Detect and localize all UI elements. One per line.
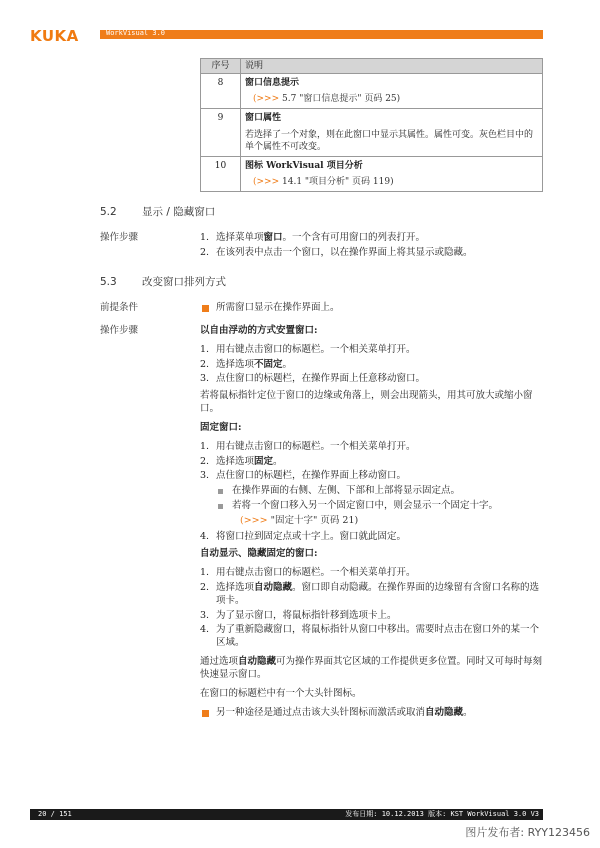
row-number: 9: [201, 109, 241, 156]
list-item: 所需窗口显示在操作界面上。: [200, 302, 543, 315]
col-header-number: 序号: [201, 59, 241, 74]
step-list: [200, 531, 543, 544]
page-number: 20 / 151: [38, 810, 72, 818]
section-number: 5.3: [100, 276, 117, 288]
header-title: WorkVisual 3.0: [106, 29, 166, 37]
list-item: 3. 点住窗口的标题栏，在操作界面上移动窗口。: [200, 470, 407, 482]
subheading: 以自由浮动的方式安置窗口:: [200, 325, 318, 336]
note-text: 在窗口的标题栏中有一个大头针图标。: [200, 687, 362, 699]
cross-reference-link[interactable]: [232, 515, 543, 528]
prereq-body: [200, 302, 543, 315]
col-header-description: 说明: [241, 59, 543, 74]
row-title: 图标 WorkVisual 项目分析: [245, 160, 363, 171]
section-title: 改变窗口排列方式: [142, 276, 226, 288]
list-item: 4. 为了重新隐藏窗口，将鼠标指针从窗口中移出。需要时点击在窗口外的某一个区域。: [200, 624, 540, 649]
list-item: 另一种途径是通过点击该大头针图标而激活或取消自动隐藏。: [200, 707, 543, 720]
note-text: 通过选项自动隐藏可为操作界面其它区域的工作提供更多位置。同时又可每时每刻快速显示窗口。: [200, 656, 543, 680]
list-item: 在操作界面的右侧、左侧、下部和上部将显示固定点。: [216, 485, 543, 498]
bullet-square-icon: [218, 489, 223, 494]
list-item: 2. 选择选项不固定。: [200, 358, 293, 370]
step-list: [200, 232, 543, 260]
section-title: 显示 / 隐藏窗口: [142, 206, 216, 218]
row-title: 窗口信息提示: [245, 78, 300, 89]
xref-text: "固定十字" 页码 21): [270, 514, 359, 526]
row-number: 10: [201, 156, 241, 191]
section-heading: [100, 275, 226, 289]
section-body: [200, 325, 543, 719]
list-item: 1. 选择菜单项窗口。一个含有可用窗口的列表打开。: [200, 232, 426, 243]
list-item: 若将一个窗口移入另一个固定窗口中，则会显示一个固定十字。: [216, 500, 543, 513]
section-heading: [100, 205, 215, 219]
side-label: 操作步骤: [100, 232, 139, 243]
row-description: [241, 109, 543, 156]
header-bar: [100, 30, 543, 39]
list-item: 3. 为了显示窗口，将鼠标指针移到选项卡上。: [200, 609, 397, 621]
xref-arrow-icon: (>>>: [253, 94, 280, 105]
row-text: 若选择了一个对象，则在此窗口中显示其属性。属性可变。灰色栏目中的单个属性不可改变。: [245, 129, 534, 152]
footer-bar: [30, 809, 543, 820]
cross-reference-link[interactable]: [245, 93, 538, 105]
list-item: 2. 在该列表中点击一个窗口，以在操作界面上将其显示或隐藏。: [200, 246, 473, 258]
side-label: 操作步骤: [100, 325, 139, 336]
section-body: [200, 232, 543, 262]
bullet-square-icon: [202, 305, 209, 312]
list-item: 1. 用右键点击窗口的标题栏。一个相关菜单打开。: [200, 343, 416, 355]
list-item: 1. 用右键点击窗口的标题栏。一个相关菜单打开。: [200, 567, 416, 579]
table-row: [201, 156, 543, 191]
kuka-logo: KUKA: [30, 27, 79, 45]
list-item: 3. 点住窗口的标题栏，在操作界面上任意移动窗口。: [200, 373, 426, 385]
subheading: 固定窗口:: [200, 421, 242, 433]
step-list: [200, 441, 543, 483]
step-list: [200, 567, 543, 650]
subheading: 自动显示、隐藏固定的窗口:: [200, 548, 318, 560]
table-row: [201, 109, 543, 156]
bullet-square-icon: [202, 710, 209, 717]
xref-text: 14.1 "项目分析" 页码 119): [282, 176, 394, 187]
xref-arrow-icon: (>>>: [240, 514, 268, 526]
xref-text: 5.7 "窗口信息提示" 页码 25): [282, 94, 401, 105]
note-text: 若将鼠标指针定位于窗口的边缘或角落上，则会出现箭头，用其可放大或缩小窗口。: [200, 390, 533, 415]
list-item: 1. 用右键点击窗口的标题栏。一个相关菜单打开。: [200, 440, 416, 452]
row-number: 8: [201, 74, 241, 109]
section-number: 5.2: [100, 206, 117, 218]
row-description: [241, 74, 543, 109]
side-label: 前提条件: [100, 302, 139, 313]
publish-info: 发布日期: 10.12.2013 版本: KST WorkVisual 3.0 V3: [345, 810, 539, 818]
table-row: [201, 74, 543, 109]
step-list: [200, 344, 543, 386]
xref-arrow-icon: (>>>: [253, 176, 280, 187]
description-table: [200, 58, 543, 192]
cross-reference-link[interactable]: [245, 176, 538, 188]
list-item: 2. 选择选项自动隐藏。窗口即自动隐藏。在操作界面的边缘留有含窗口名称的选项卡。: [200, 582, 540, 606]
row-description: [241, 156, 543, 191]
bullet-square-icon: [218, 504, 223, 509]
sub-list: [216, 485, 543, 513]
list-item: 4. 将窗口拉到固定点或十字上。窗口就此固定。: [200, 530, 407, 542]
table-header-row: [201, 59, 543, 74]
list-item: 2. 选择选项固定。: [200, 455, 283, 467]
watermark: 图片发布者: RYY123456: [465, 826, 590, 839]
row-title: 窗口属性: [245, 113, 282, 124]
